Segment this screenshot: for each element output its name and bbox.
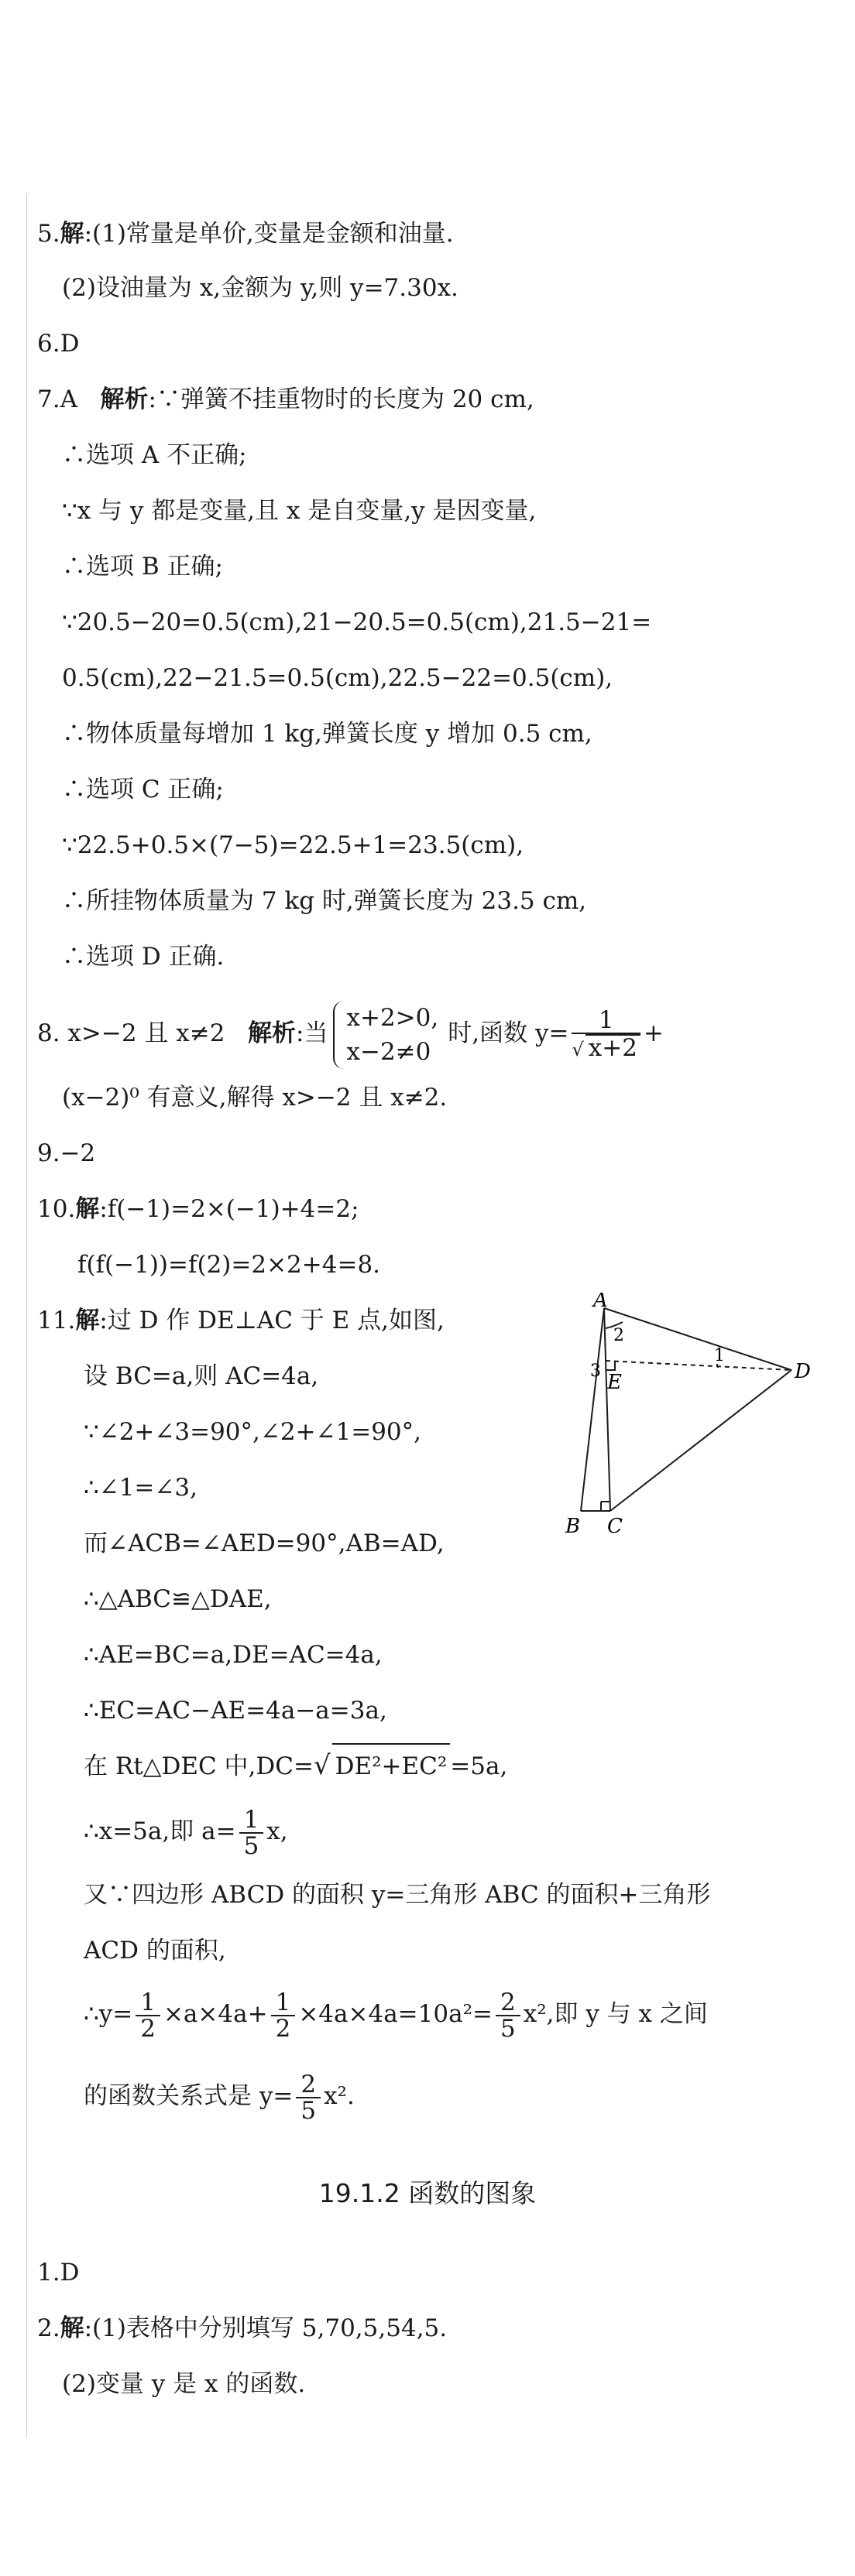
segment-ab (581, 1308, 604, 1511)
frac-num: 2 (496, 1990, 520, 2016)
q7-line1 (37, 384, 534, 415)
s2-number: 2. (37, 2314, 60, 2342)
q11-f-text: 的函数关系式是 y= (84, 2082, 294, 2110)
q11-line: ∴AE=BC=a,DE=AC=4a, (84, 1641, 383, 1669)
frac-den: 5 (243, 1831, 259, 1860)
geometry-figure (542, 1293, 836, 1540)
q11-rt-text: 在 Rt△DEC 中,DC= (84, 1752, 314, 1780)
q11-number: 11. (37, 1307, 76, 1334)
q11-x-fraction (239, 1807, 264, 1858)
s2-line2: (2)变量 y 是 x 的函数. (62, 2370, 306, 2398)
q11-x-suffix: x, (266, 1817, 288, 1845)
q5-line2: (2)设油量为 x,金额为 y,则 y=7.30x. (62, 274, 458, 302)
q8-text-mid: 时,函数 y= (448, 1019, 569, 1047)
q10-number: 10. (37, 1195, 76, 1223)
label-a: A (593, 1293, 608, 1312)
q11-line: ∴EC=AC−AE=4a−a=3a, (84, 1697, 387, 1725)
q11-rt-suffix: =5a, (450, 1752, 508, 1780)
q11-y-text: x²,即 y 与 x 之间 (523, 2000, 708, 2028)
segment-ac (604, 1308, 610, 1511)
q7-text: :∵弹簧不挂重物时的长度为 20 cm, (148, 385, 534, 413)
frac-den: 5 (500, 2014, 516, 2043)
angle-label-3: 3 (590, 1362, 601, 1381)
q11-y-frac2 (271, 1990, 296, 2041)
frac-num: 1 (136, 1990, 160, 2016)
q11-line: ∵∠2+∠3=90°,∠2+∠1=90°, (84, 1418, 422, 1446)
q7-line: ∵20.5−20=0.5(cm),21−20.5=0.5(cm),21.5−21= (62, 608, 652, 636)
q8-ineq1: x+2>0, (346, 1003, 439, 1032)
frac-num: 1 (271, 1990, 296, 2016)
q11-y-text: ×4a×4a=10a²= (298, 2000, 493, 2028)
angle-label-1: 1 (714, 1346, 725, 1365)
q11-f-line (84, 2065, 355, 2127)
q5-text1: :(1)常量是单价,变量是金额和油量. (84, 220, 454, 248)
segment-cd (610, 1370, 791, 1511)
q11-f-text: x². (324, 2082, 355, 2110)
s2-line1 (37, 2313, 447, 2344)
q7-line: ∵22.5+0.5×(7−5)=22.5+1=23.5(cm), (62, 831, 524, 859)
q11-f-frac (296, 2072, 321, 2123)
q8-ineq2: x−2≠0 (346, 1037, 431, 1066)
right-angle-e (606, 1361, 615, 1370)
q10-line1 (37, 1194, 359, 1225)
q11-rt-line: 在 Rt△DEC 中,DC=√ DE²+EC² =5a, (84, 1743, 507, 1788)
q11-y-text: ×a×4a+ (163, 2000, 268, 2028)
q10-text1: :f(−1)=2×(−1)+4=2; (99, 1195, 359, 1223)
q8-plus: + (643, 1019, 664, 1047)
q8-frac-num: 1 (572, 1008, 640, 1034)
s2-text1: :(1)表格中分别填写 5,70,5,54,5. (84, 2314, 448, 2342)
q11-x-line (84, 1800, 288, 1862)
q5-label: 解 (60, 220, 84, 248)
q11-label: 解 (75, 1307, 100, 1334)
q10-line2: f(f(−1))=f(2)=2×2+4=8. (77, 1251, 381, 1279)
q6-answer: 6.D (37, 330, 80, 358)
q7-answer: 7.A (37, 385, 77, 413)
q7-line: ∴选项 C 正确; (62, 776, 224, 803)
q7-line: ∴选项 D 正确. (62, 943, 225, 971)
q7-line: ∴选项 A 不正确; (62, 441, 247, 469)
segment-ad (604, 1308, 791, 1370)
q11-line: 而∠ACB=∠AED=90°,AB=AD, (84, 1530, 445, 1557)
label-e: E (607, 1371, 622, 1394)
q11-text1: :过 D 作 DE⊥AC 于 E 点,如图, (99, 1307, 445, 1334)
frac-den: 5 (300, 2096, 317, 2125)
frac-den: 2 (140, 2014, 156, 2043)
q11-rt-sqrt: DE²+EC² (332, 1743, 451, 1788)
frac-num: 2 (296, 2072, 321, 2098)
q8-line1 (37, 999, 664, 1069)
q11-line: ∴∠1=∠3, (84, 1474, 197, 1502)
q11-line: ∴△ABC≌△DAE, (84, 1585, 272, 1613)
s2-label: 解 (60, 2314, 84, 2342)
frac-den: 2 (275, 2014, 291, 2043)
q8-label: 解析 (248, 1019, 297, 1047)
q11-x-text: ∴x=5a,即 a= (84, 1817, 236, 1845)
q8-line2: (x−2)⁰ 有意义,解得 x>−2 且 x≠2. (62, 1084, 448, 1112)
q9-answer: 9.−2 (37, 1139, 96, 1167)
q11-y-frac1 (136, 1990, 160, 2041)
q7-line: ∴物体质量每增加 1 kg,弹簧长度 y 增加 0.5 cm, (62, 720, 592, 748)
frac-num: 1 (239, 1807, 264, 1834)
q8-fraction: $\frac{1}{√ x+2}$ (572, 1008, 640, 1062)
angle-label-2: 2 (613, 1326, 624, 1345)
q11-y-frac3 (496, 1990, 520, 2041)
q11-line: 设 BC=a,则 AC=4a, (84, 1362, 319, 1390)
label-d: D (795, 1360, 811, 1383)
q11-line1 (37, 1305, 445, 1336)
q11-area1: 又∵四边形 ABCD 的面积 y=三角形 ABC 的面积+三角形 (84, 1881, 711, 1909)
label-b: B (565, 1515, 581, 1538)
q11-area2: ACD 的面积, (84, 1937, 226, 1965)
q7-line: ∴选项 B 正确; (62, 553, 223, 581)
s1-answer: 1.D (37, 2259, 80, 2287)
segment-de (606, 1361, 791, 1370)
q5-number: 5. (37, 220, 60, 248)
q7-label: 解析 (100, 385, 149, 413)
q11-y-text: ∴y= (84, 2000, 133, 2028)
q7-line: 0.5(cm),22−21.5=0.5(cm),22.5−22=0.5(cm), (62, 664, 613, 692)
label-c: C (607, 1515, 623, 1538)
q7-line: ∴所挂物体质量为 7 kg 时,弹簧长度为 23.5 cm, (62, 887, 587, 915)
section-title: 19.1.2 函数的图象 (318, 2178, 537, 2208)
q8-text: :当 (296, 1019, 328, 1047)
margin-line (26, 194, 27, 2438)
q11-y-line (84, 1983, 708, 2045)
q8-answer: 8. x>−2 且 x≠2 (37, 1019, 225, 1047)
q8-frac-den: x+2 (585, 1034, 640, 1060)
q10-label: 解 (75, 1195, 100, 1223)
q8-system (333, 1001, 444, 1069)
q5-line1 (37, 218, 454, 249)
q7-line: ∵x 与 y 都是变量,且 x 是自变量,y 是因变量, (62, 497, 537, 525)
